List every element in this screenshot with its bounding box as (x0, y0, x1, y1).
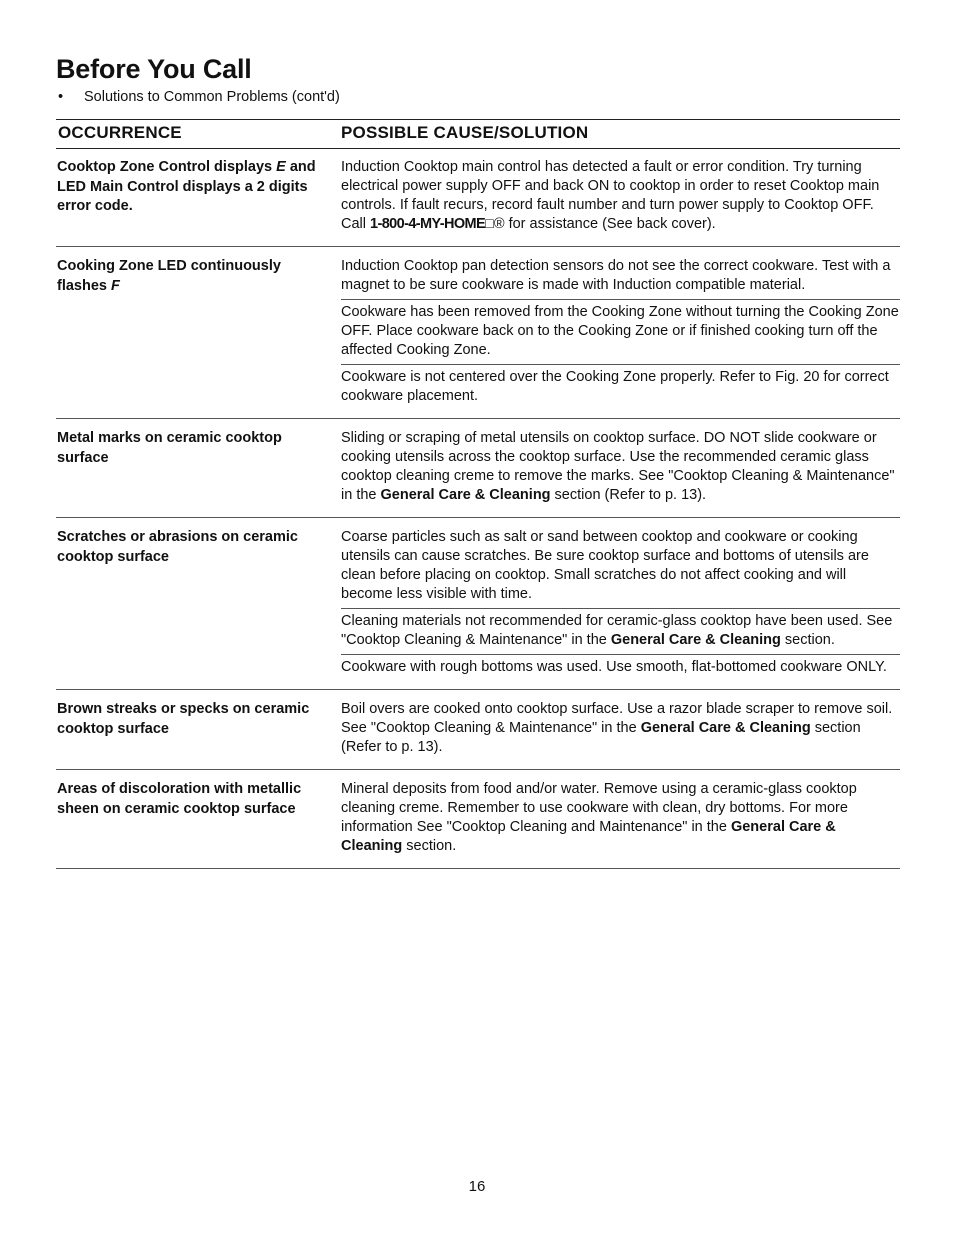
text-segment: Brown streaks or specks on ceramic cooktop surface (57, 701, 310, 737)
text-segment: section. (780, 632, 835, 648)
occurrence-cell (56, 700, 336, 759)
solution-cell (336, 780, 900, 858)
text-segment: section (Refer to p. 13). (550, 487, 707, 503)
text-segment: section (Refer to p. 13). (341, 720, 861, 755)
solution-cell (336, 700, 900, 759)
occurrence-column-header: OCCURRENCE (58, 123, 182, 142)
text-segment: Boil overs are cooked onto cooktop surface. Use a razor blade scraper to remove soil. See "Cooktop Cleaning & Maintenance" in the (341, 701, 893, 736)
troubleshooting-table (56, 148, 900, 869)
table-row (56, 770, 900, 869)
solution-item (341, 158, 900, 236)
subtitle-text: Solutions to Common Problems (cont'd) (84, 89, 340, 105)
solution-cell (336, 528, 900, 679)
solution-item (341, 528, 900, 606)
solution-item (341, 429, 900, 507)
occurrence-cell (56, 528, 336, 679)
text-segment: Induction Cooktop main control has detected a fault or error condition. Try turning electrical power supply OFF and back ON to cooktop in order to reset Cooktop main controls. If fault recurs, record fault number and turn power supply to Cooktop OFF. Call (341, 159, 880, 232)
solution-item (341, 654, 900, 679)
error-code: E (276, 159, 286, 175)
text-segment: and LED Main Control displays a 2 digits error code. (57, 159, 316, 214)
phone-number: 1-800-4-MY-HOME (370, 216, 486, 232)
text-segment: Cooking Zone LED continuously flashes (57, 258, 281, 294)
text-segment: section. (402, 838, 457, 854)
page-number: 16 (468, 1178, 486, 1195)
text-segment: Sliding or scraping of metal utensils on cooktop surface. DO NOT slide cookware or cooking utensils across the cooktop surface. Use the recommended ceramic glass cooktop cleaning creme to remove the marks. See "Cooktop Cleaning & Maintenance" in the (341, 430, 895, 503)
solution-item (341, 257, 900, 297)
text-segment: Coarse particles such as salt or sand between cooktop and cookware or cooking utensils can cause scratches. Be sure cooktop surface and bottoms of utensils are clean before placing on cooktop. Small scratches do not affect cooking and will become less visible with time. (341, 529, 869, 602)
occurrence-cell (56, 158, 336, 236)
section-subtitle (58, 88, 340, 106)
section-reference: General Care & Cleaning (640, 720, 811, 736)
section-reference: General Care & Cleaning (341, 819, 836, 854)
solution-item (341, 364, 900, 408)
solution-item (341, 608, 900, 652)
table-row (56, 690, 900, 770)
table-row (56, 518, 900, 690)
solution-item (341, 700, 900, 759)
text-segment: Scratches or abrasions on ceramic cooktop surface (57, 529, 298, 565)
text-segment: Metal marks on ceramic cooktop surface (57, 430, 282, 466)
text-segment: Cooktop Zone Control displays (57, 159, 277, 175)
solution-cell (336, 429, 900, 507)
bullet-icon: • (58, 89, 64, 105)
text-segment: Mineral deposits from food and/or water. Remove using a ceramic-glass cooktop cleaning creme. Remember to use cookware with clean, dry bottoms. For more information See "Cooktop Cleaning and Maintenance" in the (341, 781, 857, 835)
occurrence-cell (56, 429, 336, 507)
table-row (56, 419, 900, 518)
text-segment: Induction Cooktop pan detection sensors do not see the correct cookware. Test with a magnet to be sure cookware is made with Induction compatible material. (341, 258, 891, 293)
table-row (56, 247, 900, 419)
error-code: F (111, 277, 120, 294)
text-segment: Cookware is not centered over the Cooking Zone properly. Refer to Fig. 20 for correct cookware placement. (341, 369, 889, 404)
solution-cell (336, 158, 900, 236)
section-reference: General Care & Cleaning (610, 632, 781, 648)
occurrence-cell (56, 780, 336, 858)
table-header (56, 119, 900, 149)
text-segment: Areas of discoloration with metallic sheen on ceramic cooktop surface (57, 781, 302, 817)
solution-cell (336, 257, 900, 408)
occurrence-cell (56, 257, 336, 408)
page-title: Before You Call (56, 54, 252, 84)
text-segment: Cookware with rough bottoms was used. Use smooth, flat-bottomed cookware ONLY. (341, 659, 887, 675)
solution-item (341, 299, 900, 362)
text-segment: □® for assistance (See back cover). (485, 216, 716, 232)
table-row (56, 148, 900, 247)
solution-column-header: POSSIBLE CAUSE/SOLUTION (341, 123, 589, 142)
text-segment: Cookware has been removed from the Cooking Zone without turning the Cooking Zone OFF. Place cookware back on to the Cooking Zone or if finished cooking turn off the affected Cooking Zone. (341, 304, 899, 358)
section-reference: General Care & Cleaning (380, 487, 551, 503)
solution-item (341, 780, 900, 858)
text-segment: Cleaning materials not recommended for ceramic-glass cooktop have been used. See "Cooktop Cleaning & Maintenance" in the (341, 613, 893, 648)
